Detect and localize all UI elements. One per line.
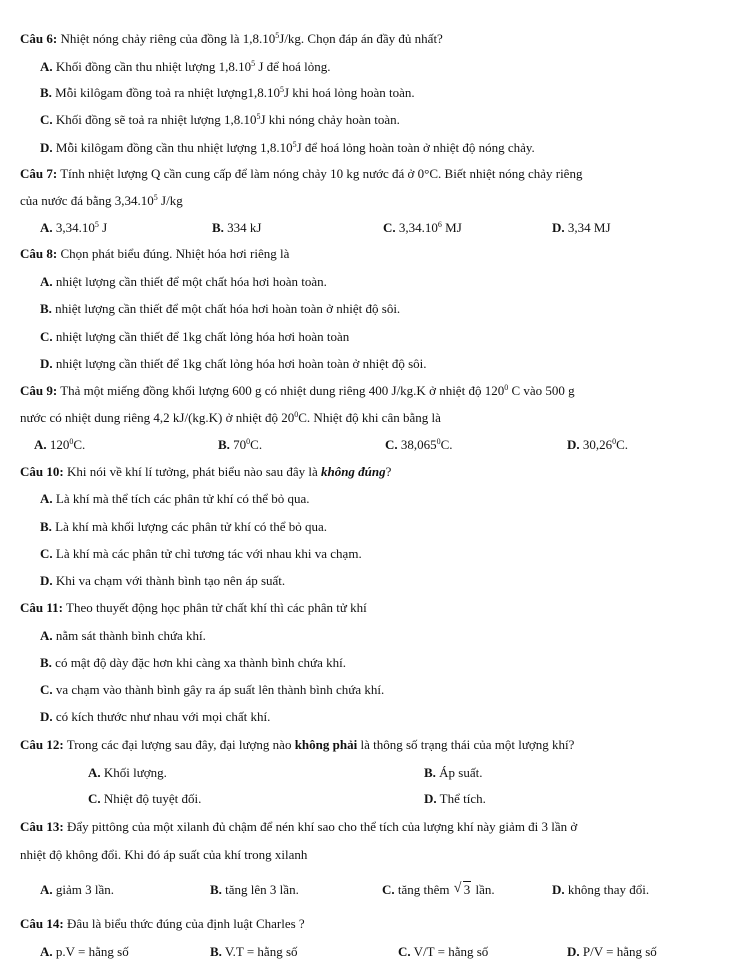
option-text: nhiệt lượng cần thiết để một chất hóa hơi hoàn toàn. — [52, 274, 327, 289]
option-label: C. — [40, 329, 53, 344]
option-text: 120 — [46, 437, 70, 452]
option-text: giảm 3 lần. — [52, 882, 115, 897]
superscript: 0 — [436, 437, 441, 446]
question-10-option-d[interactable] — [40, 574, 285, 588]
option-label: A. — [88, 765, 101, 780]
question-label: Câu 6: — [20, 31, 58, 46]
option-label: C. — [382, 882, 395, 897]
option-label: C. — [383, 220, 396, 235]
question-8-stem — [20, 247, 731, 261]
option-text: nhiệt lượng cần thiết để một chất hóa hơi hoàn toàn ở nhiệt độ sôi. — [51, 301, 401, 316]
question-13-stem-line2 — [20, 848, 731, 862]
stem-text: nước có nhiệt dung riêng 4,2 kJ/(kg.K) ở nhiệt độ 20 — [20, 410, 295, 425]
stem-text: Khi nói về khí lí tưởng, phát biểu nào sau đây là — [63, 464, 321, 479]
superscript: 5 — [153, 193, 158, 202]
option-label: B. — [210, 944, 222, 959]
option-label: A. — [40, 59, 53, 74]
option-label: B. — [212, 220, 224, 235]
option-text: J khi hoá lỏng hoàn toàn. — [283, 85, 415, 100]
radicand: 3 — [463, 882, 471, 897]
option-label: B. — [210, 882, 222, 897]
stem-text: Tính nhiệt lượng Q cần cung cấp để làm nóng chảy 10 kg nước đá ở 0°C. Biết nhiệt nóng chảy riêng — [57, 166, 583, 181]
question-label: Câu 12: — [20, 737, 64, 752]
question-12-option-d[interactable] — [424, 792, 486, 806]
option-text: P/V = hằng số — [579, 944, 657, 959]
stem-text: là thông số trạng thái của một lượng khí? — [357, 737, 575, 752]
question-13-stem — [20, 820, 731, 834]
question-7-stem — [20, 167, 731, 181]
option-label: B. — [40, 85, 52, 100]
question-7-option-d[interactable] — [552, 221, 611, 235]
option-label: D. — [552, 882, 565, 897]
option-label: B. — [40, 301, 52, 316]
option-label: C. — [385, 437, 398, 452]
option-text: C. — [73, 437, 86, 452]
question-7-option-c[interactable] — [383, 221, 462, 235]
superscript: 0 — [294, 410, 299, 419]
question-8-option-a[interactable] — [40, 275, 327, 289]
question-12-stem — [20, 738, 731, 752]
option-text: J — [98, 220, 108, 235]
question-7-option-a[interactable] — [40, 221, 107, 235]
question-14-stem — [20, 917, 731, 931]
stem-text: Thả một miếng đồng khối lượng 600 g có nhiệt dung riêng 400 J/kg.K ở nhiệt độ 120 — [57, 383, 505, 398]
option-text: Là khí mà các phân tử chỉ tương tác với nhau khi va chạm. — [52, 546, 362, 561]
option-text: tăng thêm — [394, 882, 453, 897]
stem-text: J/kg — [157, 193, 183, 208]
option-label: C. — [398, 944, 411, 959]
option-text: 3,34.10 — [395, 220, 438, 235]
stem-text: J/kg. Chọn đáp án đầy đủ nhất? — [279, 31, 443, 46]
option-label: A. — [40, 220, 53, 235]
superscript: 0 — [69, 437, 74, 446]
option-text: 3,34 MJ — [564, 220, 611, 235]
question-8-option-c[interactable] — [40, 330, 349, 344]
option-text: J để hoá lỏng hoàn toàn ở nhiệt độ nóng chảy. — [296, 140, 535, 155]
option-label: A. — [40, 944, 53, 959]
stem-text: Theo thuyết động học phân tử chất khí thì các phân tử khí — [62, 600, 367, 615]
question-6-option-d[interactable] — [40, 141, 535, 155]
option-label: D. — [567, 437, 580, 452]
option-label: D. — [40, 709, 53, 724]
emphasis-text: không đúng — [320, 464, 386, 479]
superscript: 5 — [256, 112, 261, 121]
stem-text: C vào 500 g — [508, 383, 575, 398]
option-text: nằm sát thành bình chứa khí. — [52, 628, 206, 643]
option-label: D. — [567, 944, 580, 959]
option-label: C. — [40, 682, 53, 697]
superscript: 0 — [246, 437, 251, 446]
option-text: nhiệt lượng cần thiết để 1kg chất lỏng hóa hơi hoàn toàn ở nhiệt độ sôi. — [52, 356, 427, 371]
question-label: Câu 10: — [20, 464, 64, 479]
option-text: V/T = hằng số — [410, 944, 489, 959]
option-text: 30,26 — [579, 437, 613, 452]
superscript: 5 — [292, 140, 297, 149]
option-label: A. — [40, 628, 53, 643]
option-text: không thay đổi. — [564, 882, 650, 897]
option-label: A. — [40, 274, 53, 289]
option-label: D. — [424, 791, 437, 806]
option-text: Là khí mà khối lượng các phân tử khí có thể bỏ qua. — [51, 519, 328, 534]
option-label: D. — [40, 356, 53, 371]
option-text: có kích thước như nhau với mọi chất khí. — [52, 709, 271, 724]
question-14-option-a[interactable] — [40, 945, 129, 959]
option-text: C. — [440, 437, 453, 452]
option-text: p.V = hằng số — [52, 944, 129, 959]
stem-text: Đâu là biểu thức đúng của định luật Charles ? — [63, 916, 305, 931]
question-14-option-d[interactable] — [567, 945, 657, 959]
option-label: D. — [552, 220, 565, 235]
option-text: 3,34.10 — [52, 220, 95, 235]
question-label: Câu 8: — [20, 246, 58, 261]
question-label: Câu 13: — [20, 819, 64, 834]
question-13-option-c[interactable] — [382, 883, 495, 897]
question-label: Câu 14: — [20, 916, 64, 931]
option-text: Khối lượng. — [100, 765, 167, 780]
option-text: J khi nóng chảy hoàn toàn. — [260, 112, 400, 127]
option-text: Nhiệt độ tuyệt đối. — [100, 791, 202, 806]
option-label: A. — [34, 437, 47, 452]
option-label: B. — [218, 437, 230, 452]
question-14-option-b[interactable] — [210, 945, 298, 959]
question-7-stem-line2 — [20, 194, 731, 208]
square-root — [454, 883, 472, 897]
question-10-option-c[interactable] — [40, 547, 362, 561]
stem-text: Trong các đại lượng sau đây, đại lượng nào — [63, 737, 295, 752]
question-11-option-a[interactable] — [40, 629, 206, 643]
stem-text: C. Nhiệt độ khi cân bằng là — [298, 410, 441, 425]
superscript: 6 — [437, 220, 442, 229]
option-label: D. — [40, 140, 53, 155]
question-label: Câu 9: — [20, 383, 58, 398]
stem-text: Chọn phát biểu đúng. Nhiệt hóa hơi riêng là — [57, 246, 290, 261]
question-11-option-c[interactable] — [40, 683, 384, 697]
option-text: Thể tích. — [436, 791, 486, 806]
question-11-option-b[interactable] — [40, 656, 346, 670]
stem-text: ? — [385, 464, 392, 479]
question-12-option-b[interactable] — [424, 766, 483, 780]
question-11-stem — [20, 601, 731, 615]
option-label: A. — [40, 882, 53, 897]
superscript: 5 — [94, 220, 99, 229]
question-9-option-c[interactable] — [385, 438, 453, 452]
question-6-option-b[interactable] — [40, 86, 415, 100]
stem-text: Đẩy pittông của một xilanh đủ chậm để nén khí sao cho thể tích của lượng khí này giảm đi 3 lần ở — [63, 819, 578, 834]
question-8-option-d[interactable] — [40, 357, 427, 371]
option-label: B. — [40, 519, 52, 534]
question-11-option-d[interactable] — [40, 710, 270, 724]
superscript: 5 — [279, 85, 284, 94]
option-label: B. — [40, 655, 52, 670]
option-text: nhiệt lượng cần thiết để 1kg chất lỏng hóa hơi hoàn toàn — [52, 329, 350, 344]
option-text: lần. — [472, 882, 495, 897]
question-9-option-a[interactable] — [34, 438, 85, 452]
option-text: tăng lên 3 lần. — [221, 882, 299, 897]
option-text: Áp suất. — [435, 765, 483, 780]
question-10-option-a[interactable] — [40, 492, 310, 506]
superscript: 5 — [275, 31, 280, 40]
option-text: va chạm vào thành bình gây ra áp suất lên thành bình chứa khí. — [52, 682, 385, 697]
superscript: 0 — [504, 383, 509, 392]
option-text: MJ — [441, 220, 462, 235]
stem-text: của nước đá bằng 3,34.10 — [20, 193, 154, 208]
question-6-option-a[interactable] — [40, 60, 331, 74]
option-text: 38,065 — [397, 437, 437, 452]
question-13-option-a[interactable] — [40, 883, 114, 897]
option-text: V.T = hằng số — [221, 944, 298, 959]
option-text: Khối đồng sẽ toả ra nhiệt lượng 1,8.10 — [52, 112, 257, 127]
option-label: A. — [40, 491, 53, 506]
option-label: C. — [40, 546, 53, 561]
superscript: 0 — [612, 437, 617, 446]
question-10-stem — [20, 465, 731, 479]
question-9-stem — [20, 384, 731, 398]
question-12-option-c[interactable] — [88, 792, 201, 806]
option-label: C. — [88, 791, 101, 806]
option-text: Mỗi kilôgam đồng toả ra nhiệt lượng1,8.10 — [51, 85, 280, 100]
option-text: J để hoá lỏng. — [255, 59, 331, 74]
question-13-option-d[interactable] — [552, 883, 649, 897]
question-10-option-b[interactable] — [40, 520, 327, 534]
option-text: Là khí mà thể tích các phân tử khí có thể bỏ qua. — [52, 491, 310, 506]
emphasis-text: không phải — [294, 737, 358, 752]
option-text: 70 — [229, 437, 247, 452]
question-6-stem — [20, 32, 731, 46]
question-12-option-a[interactable] — [88, 766, 167, 780]
option-text: Khi va chạm với thành bình tạo nên áp suất. — [52, 573, 286, 588]
question-8-option-b[interactable] — [40, 302, 400, 316]
option-text: 334 kJ — [223, 220, 262, 235]
option-text: C. — [250, 437, 263, 452]
option-label: D. — [40, 573, 53, 588]
question-6-option-c[interactable] — [40, 113, 400, 127]
option-label: C. — [40, 112, 53, 127]
option-label: B. — [424, 765, 436, 780]
question-9-option-b[interactable] — [218, 438, 262, 452]
question-label: Câu 11: — [20, 600, 63, 615]
question-9-stem-line2 — [20, 411, 731, 425]
question-13-option-b[interactable] — [210, 883, 299, 897]
stem-text: Nhiệt nóng chảy riêng của đồng là 1,8.10 — [57, 31, 276, 46]
question-label: Câu 7: — [20, 166, 58, 181]
question-9-option-d[interactable] — [567, 438, 628, 452]
superscript: 5 — [251, 59, 256, 68]
stem-text: nhiệt độ không đổi. Khi đó áp suất của khí trong xilanh — [20, 847, 308, 862]
option-text: Khối đồng cần thu nhiệt lượng 1,8.10 — [52, 59, 252, 74]
question-7-option-b[interactable] — [212, 221, 261, 235]
option-text: C. — [616, 437, 629, 452]
option-text: có mật độ dày đặc hơn khi càng xa thành bình chứa khí. — [51, 655, 346, 670]
question-14-option-c[interactable] — [398, 945, 488, 959]
option-text: Mỗi kilôgam đồng cần thu nhiệt lượng 1,8.10 — [52, 140, 293, 155]
